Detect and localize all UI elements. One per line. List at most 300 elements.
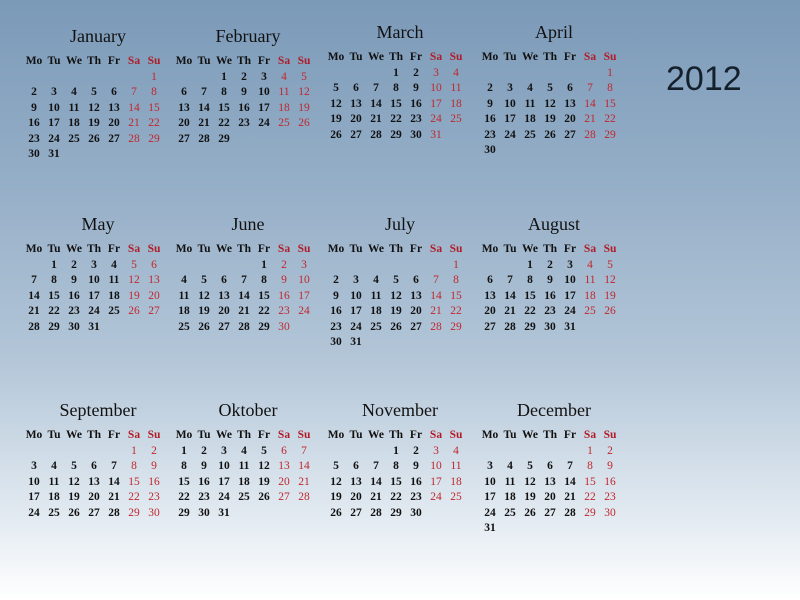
- day-cell[interactable]: 3: [261, 70, 267, 83]
- day-cell[interactable]: 3: [31, 460, 37, 472]
- day-cell[interactable]: 7: [507, 274, 513, 286]
- day-cell[interactable]: 7: [373, 82, 379, 94]
- day-cell[interactable]: 19: [330, 113, 342, 125]
- day-cell[interactable]: 27: [564, 128, 576, 141]
- day-cell[interactable]: 13: [544, 475, 556, 488]
- day-cell[interactable]: 9: [151, 460, 157, 472]
- day-cell[interactable]: 26: [330, 506, 342, 519]
- day-cell[interactable]: 5: [91, 86, 97, 98]
- day-cell[interactable]: 22: [178, 491, 190, 503]
- day-cell[interactable]: 25: [178, 320, 190, 333]
- day-cell[interactable]: 6: [181, 86, 187, 98]
- day-cell[interactable]: 30: [198, 506, 210, 519]
- day-cell[interactable]: 23: [198, 491, 210, 503]
- day-cell[interactable]: 23: [484, 128, 496, 141]
- day-cell[interactable]: 7: [433, 274, 439, 286]
- day-cell[interactable]: 26: [544, 128, 556, 141]
- day-cell[interactable]: 8: [151, 86, 157, 98]
- day-cell[interactable]: 28: [198, 132, 210, 145]
- day-cell[interactable]: 24: [88, 305, 100, 317]
- day-cell[interactable]: 12: [68, 475, 80, 488]
- day-cell[interactable]: 28: [504, 320, 516, 333]
- day-cell[interactable]: 4: [181, 274, 187, 286]
- day-cell[interactable]: 13: [484, 289, 496, 302]
- day-cell[interactable]: 25: [450, 113, 462, 125]
- day-cell[interactable]: 16: [198, 475, 210, 488]
- day-cell[interactable]: 19: [604, 289, 616, 302]
- day-cell[interactable]: 8: [587, 460, 593, 472]
- day-cell[interactable]: 24: [504, 128, 516, 141]
- day-cell[interactable]: 26: [390, 320, 402, 333]
- day-cell[interactable]: 4: [281, 70, 287, 83]
- day-cell[interactable]: 16: [238, 101, 250, 114]
- day-cell[interactable]: 26: [604, 305, 616, 317]
- day-cell[interactable]: 19: [390, 305, 402, 317]
- day-cell[interactable]: 30: [410, 506, 422, 519]
- day-cell[interactable]: 17: [88, 289, 100, 302]
- day-cell[interactable]: 23: [68, 305, 80, 317]
- day-cell[interactable]: 9: [607, 460, 613, 472]
- day-cell[interactable]: 3: [433, 444, 439, 457]
- day-cell[interactable]: 17: [430, 475, 442, 488]
- day-cell[interactable]: 30: [604, 506, 616, 519]
- day-cell[interactable]: 22: [258, 305, 270, 317]
- day-cell[interactable]: 19: [524, 491, 536, 503]
- day-cell[interactable]: 4: [241, 444, 247, 457]
- day-cell[interactable]: 9: [201, 460, 207, 472]
- day-cell[interactable]: 6: [91, 460, 97, 472]
- day-cell[interactable]: 13: [148, 274, 160, 286]
- day-cell[interactable]: 19: [68, 491, 80, 503]
- day-cell[interactable]: 21: [584, 113, 596, 125]
- day-cell[interactable]: 29: [148, 132, 160, 145]
- day-cell[interactable]: 16: [330, 305, 342, 317]
- day-cell[interactable]: 26: [330, 128, 342, 141]
- day-cell[interactable]: 31: [350, 336, 362, 348]
- day-cell[interactable]: 5: [131, 258, 137, 271]
- day-cell[interactable]: 21: [564, 491, 576, 503]
- day-cell[interactable]: 18: [450, 97, 462, 110]
- day-cell[interactable]: 15: [148, 101, 160, 114]
- day-cell[interactable]: 18: [370, 305, 382, 317]
- day-cell[interactable]: 30: [28, 148, 40, 160]
- day-cell[interactable]: 22: [48, 305, 60, 317]
- day-cell[interactable]: 2: [201, 444, 207, 457]
- day-cell[interactable]: 9: [281, 274, 287, 286]
- day-cell[interactable]: 7: [31, 274, 37, 286]
- day-cell[interactable]: 18: [278, 101, 290, 114]
- day-cell[interactable]: 12: [330, 97, 342, 110]
- day-cell[interactable]: 16: [544, 289, 556, 302]
- day-cell[interactable]: 17: [218, 475, 230, 488]
- day-cell[interactable]: 4: [373, 274, 379, 286]
- day-cell[interactable]: 25: [584, 305, 596, 317]
- day-cell[interactable]: 1: [607, 66, 613, 79]
- day-cell[interactable]: 20: [544, 491, 556, 503]
- day-cell[interactable]: 18: [48, 491, 60, 503]
- day-cell[interactable]: 1: [51, 258, 57, 271]
- day-cell[interactable]: 7: [111, 460, 117, 472]
- day-cell[interactable]: 20: [350, 113, 362, 125]
- day-cell[interactable]: 14: [430, 289, 442, 302]
- day-cell[interactable]: 8: [527, 274, 533, 286]
- day-cell[interactable]: 29: [390, 506, 402, 519]
- day-cell[interactable]: 13: [350, 475, 362, 488]
- day-cell[interactable]: 25: [524, 128, 536, 141]
- day-cell[interactable]: 3: [91, 258, 97, 271]
- day-cell[interactable]: 13: [410, 289, 422, 302]
- day-cell[interactable]: 15: [524, 289, 536, 302]
- day-cell[interactable]: 7: [201, 86, 207, 98]
- day-cell[interactable]: 2: [333, 274, 339, 286]
- day-cell[interactable]: 8: [131, 460, 137, 472]
- day-cell[interactable]: 19: [128, 289, 140, 302]
- day-cell[interactable]: 22: [604, 113, 616, 125]
- day-cell[interactable]: 23: [148, 491, 160, 503]
- day-cell[interactable]: 5: [71, 460, 77, 472]
- day-cell[interactable]: 7: [567, 460, 573, 472]
- day-cell[interactable]: 30: [148, 506, 160, 519]
- day-cell[interactable]: 24: [298, 305, 310, 317]
- day-cell[interactable]: 7: [241, 274, 247, 286]
- day-cell[interactable]: 1: [393, 66, 399, 79]
- day-cell[interactable]: 3: [507, 82, 513, 94]
- day-cell[interactable]: 1: [261, 258, 267, 271]
- day-cell[interactable]: 1: [393, 444, 399, 457]
- day-cell[interactable]: 31: [564, 320, 576, 333]
- day-cell[interactable]: 17: [28, 491, 40, 503]
- day-cell[interactable]: 1: [181, 444, 187, 457]
- day-cell[interactable]: 2: [241, 70, 247, 83]
- day-cell[interactable]: 9: [413, 82, 419, 94]
- day-cell[interactable]: 17: [48, 117, 60, 129]
- day-cell[interactable]: 21: [504, 305, 516, 317]
- day-cell[interactable]: 29: [390, 128, 402, 141]
- day-cell[interactable]: 22: [128, 491, 140, 503]
- day-cell[interactable]: 5: [201, 274, 207, 286]
- day-cell[interactable]: 31: [484, 522, 496, 534]
- day-cell[interactable]: 29: [128, 506, 140, 519]
- day-cell[interactable]: 6: [353, 82, 359, 94]
- day-cell[interactable]: 26: [198, 320, 210, 333]
- day-cell[interactable]: 6: [567, 82, 573, 94]
- day-cell[interactable]: 24: [350, 320, 362, 333]
- day-cell[interactable]: 5: [333, 460, 339, 472]
- day-cell[interactable]: 6: [547, 460, 553, 472]
- day-cell[interactable]: 5: [393, 274, 399, 286]
- day-cell[interactable]: 10: [484, 475, 496, 488]
- day-cell[interactable]: 9: [333, 289, 339, 302]
- day-cell[interactable]: 24: [28, 506, 40, 519]
- day-cell[interactable]: 4: [527, 82, 533, 94]
- day-cell[interactable]: 14: [198, 101, 210, 114]
- day-cell[interactable]: 8: [453, 274, 459, 286]
- day-cell[interactable]: 27: [350, 506, 362, 519]
- day-cell[interactable]: 19: [88, 117, 100, 129]
- day-cell[interactable]: 29: [258, 320, 270, 333]
- day-cell[interactable]: 10: [564, 274, 576, 286]
- day-cell[interactable]: 1: [453, 258, 459, 271]
- day-cell[interactable]: 1: [527, 258, 533, 271]
- day-cell[interactable]: 4: [453, 66, 459, 79]
- day-cell[interactable]: 11: [450, 82, 462, 94]
- day-cell[interactable]: 30: [330, 336, 342, 348]
- day-cell[interactable]: 31: [218, 506, 230, 519]
- day-cell[interactable]: 26: [68, 506, 80, 519]
- day-cell[interactable]: 22: [524, 305, 536, 317]
- day-cell[interactable]: 8: [221, 86, 227, 98]
- day-cell[interactable]: 24: [430, 113, 442, 125]
- day-cell[interactable]: 28: [128, 132, 140, 145]
- day-cell[interactable]: 30: [544, 320, 556, 333]
- day-cell[interactable]: 17: [564, 289, 576, 302]
- day-cell[interactable]: 18: [68, 117, 80, 129]
- day-cell[interactable]: 21: [430, 305, 442, 317]
- day-cell[interactable]: 28: [370, 506, 382, 519]
- day-cell[interactable]: 13: [278, 460, 290, 472]
- day-cell[interactable]: 1: [131, 444, 137, 457]
- day-cell[interactable]: 3: [567, 258, 573, 271]
- day-cell[interactable]: 11: [504, 475, 516, 488]
- day-cell[interactable]: 18: [504, 491, 516, 503]
- day-cell[interactable]: 28: [430, 320, 442, 333]
- day-cell[interactable]: 17: [298, 289, 310, 302]
- day-cell[interactable]: 27: [148, 305, 160, 317]
- day-cell[interactable]: 13: [218, 289, 230, 302]
- day-cell[interactable]: 8: [393, 82, 399, 94]
- day-cell[interactable]: 19: [198, 305, 210, 317]
- day-cell[interactable]: 7: [131, 86, 137, 98]
- day-cell[interactable]: 25: [68, 132, 80, 145]
- day-cell[interactable]: 15: [584, 475, 596, 488]
- day-cell[interactable]: 30: [278, 320, 290, 333]
- day-cell[interactable]: 16: [410, 97, 422, 110]
- day-cell[interactable]: 14: [504, 289, 516, 302]
- day-cell[interactable]: 31: [430, 128, 442, 141]
- day-cell[interactable]: 26: [524, 506, 536, 519]
- day-cell[interactable]: 25: [238, 491, 250, 503]
- day-cell[interactable]: 10: [48, 101, 60, 114]
- day-cell[interactable]: 10: [88, 274, 100, 286]
- day-cell[interactable]: 2: [487, 82, 493, 94]
- day-cell[interactable]: 29: [218, 132, 230, 145]
- day-cell[interactable]: 27: [108, 132, 120, 145]
- day-cell[interactable]: 8: [51, 274, 57, 286]
- day-cell[interactable]: 5: [333, 82, 339, 94]
- day-cell[interactable]: 19: [330, 491, 342, 503]
- day-cell[interactable]: 20: [88, 491, 100, 503]
- day-cell[interactable]: 16: [410, 475, 422, 488]
- day-cell[interactable]: 2: [151, 444, 157, 457]
- day-cell[interactable]: 10: [430, 460, 442, 472]
- day-cell[interactable]: 4: [507, 460, 513, 472]
- day-cell[interactable]: 21: [370, 113, 382, 125]
- day-cell[interactable]: 1: [587, 444, 593, 457]
- day-cell[interactable]: 11: [524, 97, 536, 110]
- day-cell[interactable]: 22: [218, 117, 230, 129]
- day-cell[interactable]: 23: [544, 305, 556, 317]
- day-cell[interactable]: 16: [68, 289, 80, 302]
- day-cell[interactable]: 29: [604, 128, 616, 141]
- day-cell[interactable]: 17: [504, 113, 516, 125]
- day-cell[interactable]: 3: [51, 86, 57, 98]
- day-cell[interactable]: 10: [218, 460, 230, 472]
- day-cell[interactable]: 28: [584, 128, 596, 141]
- day-cell[interactable]: 8: [261, 274, 267, 286]
- day-cell[interactable]: 21: [108, 491, 120, 503]
- day-cell[interactable]: 2: [71, 258, 77, 271]
- day-cell[interactable]: 27: [218, 320, 230, 333]
- day-cell[interactable]: 18: [450, 475, 462, 488]
- day-cell[interactable]: 18: [238, 475, 250, 488]
- day-cell[interactable]: 30: [68, 320, 80, 333]
- day-cell[interactable]: 12: [298, 86, 310, 98]
- day-cell[interactable]: 25: [48, 506, 60, 519]
- day-cell[interactable]: 8: [607, 82, 613, 94]
- day-cell[interactable]: 10: [504, 97, 516, 110]
- day-cell[interactable]: 27: [484, 320, 496, 333]
- day-cell[interactable]: 7: [587, 82, 593, 94]
- day-cell[interactable]: 1: [151, 70, 157, 83]
- day-cell[interactable]: 6: [487, 274, 493, 286]
- day-cell[interactable]: 27: [544, 506, 556, 519]
- day-cell[interactable]: 5: [261, 444, 267, 457]
- day-cell[interactable]: 29: [450, 320, 462, 333]
- day-cell[interactable]: 7: [301, 444, 307, 457]
- day-cell[interactable]: 8: [181, 460, 187, 472]
- day-cell[interactable]: 10: [258, 86, 270, 98]
- day-cell[interactable]: 9: [487, 97, 493, 110]
- day-cell[interactable]: 24: [430, 491, 442, 503]
- day-cell[interactable]: 17: [350, 305, 362, 317]
- day-cell[interactable]: 3: [487, 460, 493, 472]
- day-cell[interactable]: 22: [148, 117, 160, 129]
- day-cell[interactable]: 28: [28, 320, 40, 333]
- day-cell[interactable]: 23: [330, 320, 342, 333]
- day-cell[interactable]: 21: [370, 491, 382, 503]
- day-cell[interactable]: 23: [410, 491, 422, 503]
- day-cell[interactable]: 25: [370, 320, 382, 333]
- day-cell[interactable]: 12: [88, 101, 100, 114]
- day-cell[interactable]: 12: [258, 460, 270, 472]
- day-cell[interactable]: 3: [433, 66, 439, 79]
- day-cell[interactable]: 20: [108, 117, 120, 129]
- day-cell[interactable]: 24: [48, 132, 60, 145]
- day-cell[interactable]: 23: [278, 305, 290, 317]
- day-cell[interactable]: 4: [71, 86, 77, 98]
- day-cell[interactable]: 28: [298, 491, 310, 503]
- day-cell[interactable]: 20: [218, 305, 230, 317]
- day-cell[interactable]: 16: [148, 475, 160, 488]
- day-cell[interactable]: 26: [128, 305, 140, 317]
- day-cell[interactable]: 28: [564, 506, 576, 519]
- day-cell[interactable]: 20: [484, 305, 496, 317]
- day-cell[interactable]: 4: [453, 444, 459, 457]
- day-cell[interactable]: 31: [48, 148, 60, 160]
- day-cell[interactable]: 30: [410, 128, 422, 141]
- day-cell[interactable]: 9: [31, 101, 37, 114]
- day-cell[interactable]: 22: [450, 305, 462, 317]
- day-cell[interactable]: 22: [390, 113, 402, 125]
- day-cell[interactable]: 21: [238, 305, 250, 317]
- day-cell[interactable]: 2: [281, 258, 287, 271]
- day-cell[interactable]: 3: [353, 274, 359, 286]
- day-cell[interactable]: 3: [221, 444, 227, 457]
- day-cell[interactable]: 18: [178, 305, 190, 317]
- day-cell[interactable]: 14: [584, 97, 596, 110]
- day-cell[interactable]: 29: [178, 506, 190, 519]
- day-cell[interactable]: 6: [281, 444, 287, 457]
- day-cell[interactable]: 25: [278, 117, 290, 129]
- day-cell[interactable]: 9: [547, 274, 553, 286]
- day-cell[interactable]: 14: [28, 289, 40, 302]
- day-cell[interactable]: 22: [390, 491, 402, 503]
- day-cell[interactable]: 13: [88, 475, 100, 488]
- day-cell[interactable]: 12: [604, 274, 616, 286]
- day-cell[interactable]: 5: [547, 82, 553, 94]
- day-cell[interactable]: 6: [151, 258, 157, 271]
- day-cell[interactable]: 14: [370, 475, 382, 488]
- day-cell[interactable]: 27: [350, 128, 362, 141]
- day-cell[interactable]: 26: [88, 132, 100, 145]
- day-cell[interactable]: 19: [544, 113, 556, 125]
- day-cell[interactable]: 18: [584, 289, 596, 302]
- day-cell[interactable]: 19: [258, 475, 270, 488]
- day-cell[interactable]: 11: [370, 289, 382, 302]
- day-cell[interactable]: 6: [111, 86, 117, 98]
- day-cell[interactable]: 13: [564, 97, 576, 110]
- day-cell[interactable]: 12: [524, 475, 536, 488]
- day-cell[interactable]: 2: [607, 444, 613, 457]
- day-cell[interactable]: 17: [430, 97, 442, 110]
- day-cell[interactable]: 23: [410, 113, 422, 125]
- day-cell[interactable]: 14: [370, 97, 382, 110]
- day-cell[interactable]: 10: [350, 289, 362, 302]
- day-cell[interactable]: 8: [393, 460, 399, 472]
- day-cell[interactable]: 12: [198, 289, 210, 302]
- day-cell[interactable]: 27: [88, 506, 100, 519]
- day-cell[interactable]: 25: [108, 305, 120, 317]
- day-cell[interactable]: 13: [108, 101, 120, 114]
- day-cell[interactable]: 2: [547, 258, 553, 271]
- day-cell[interactable]: 24: [258, 117, 270, 129]
- day-cell[interactable]: 11: [68, 101, 80, 114]
- day-cell[interactable]: 18: [524, 113, 536, 125]
- day-cell[interactable]: 10: [28, 475, 40, 488]
- day-cell[interactable]: 14: [238, 289, 250, 302]
- day-cell[interactable]: 15: [390, 97, 402, 110]
- day-cell[interactable]: 12: [390, 289, 402, 302]
- day-cell[interactable]: 7: [373, 460, 379, 472]
- day-cell[interactable]: 2: [413, 66, 419, 79]
- day-cell[interactable]: 5: [301, 70, 307, 83]
- day-cell[interactable]: 21: [298, 475, 310, 488]
- day-cell[interactable]: 3: [301, 258, 307, 271]
- day-cell[interactable]: 15: [178, 475, 190, 488]
- day-cell[interactable]: 19: [298, 101, 310, 114]
- day-cell[interactable]: 21: [28, 305, 40, 317]
- day-cell[interactable]: 5: [607, 258, 613, 271]
- day-cell[interactable]: 6: [353, 460, 359, 472]
- day-cell[interactable]: 24: [218, 491, 230, 503]
- day-cell[interactable]: 12: [544, 97, 556, 110]
- day-cell[interactable]: 4: [51, 460, 57, 472]
- day-cell[interactable]: 23: [238, 117, 250, 129]
- day-cell[interactable]: 24: [484, 506, 496, 519]
- day-cell[interactable]: 25: [504, 506, 516, 519]
- day-cell[interactable]: 16: [484, 113, 496, 125]
- day-cell[interactable]: 15: [48, 289, 60, 302]
